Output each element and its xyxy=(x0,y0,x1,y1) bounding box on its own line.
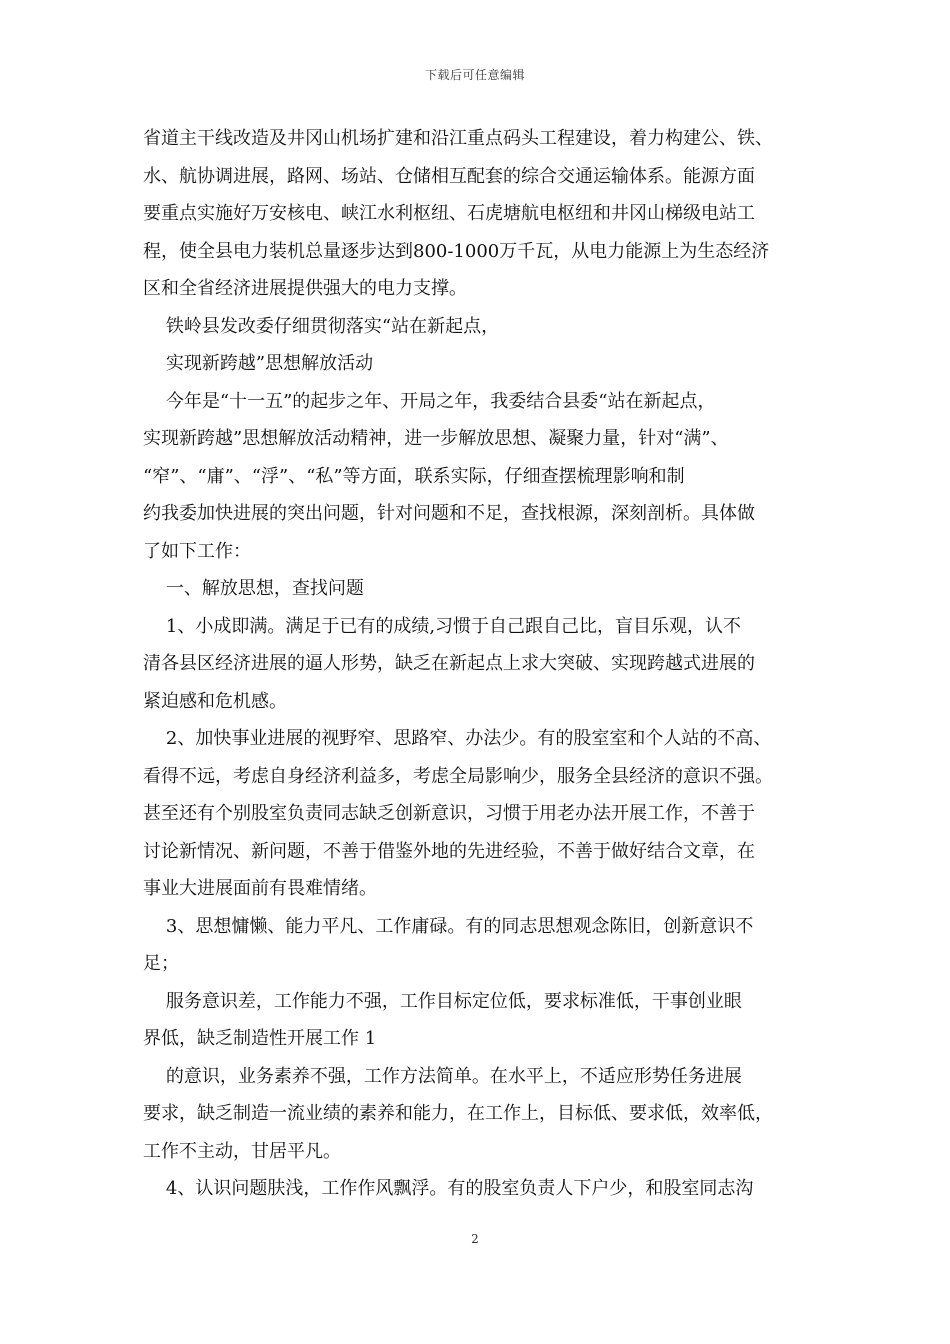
text-line: 紧迫感和危机感。 xyxy=(143,690,287,712)
text-line: 2、加快事业进展的视野窄、思路窄、办法少。有的股室室和个人站的不高、 xyxy=(143,728,772,749)
text-line: 甚至还有个别股室负责同志缺乏创新意识，习惯于用老办法开展工作，不善于 xyxy=(143,803,755,824)
text-line: 足； xyxy=(143,953,179,974)
text-line: 程，使全县电力装机总量逐步达到800-1000万千瓦，从电力能源上为生态经济 xyxy=(143,240,770,262)
page-number: 2 xyxy=(471,1232,479,1246)
text-line: 工作不主动，甘居平凡。 xyxy=(143,1140,341,1162)
text-line: 服务意识差，工作能力不强，工作目标定位低，要求标准低，干事创业眼 xyxy=(143,990,742,1012)
text-line: 界低，缺乏制造性开展工作 1 xyxy=(143,1028,377,1049)
text-line: 今年是“十一五”的起步之年、开局之年，我委结合县委“站在新起点， xyxy=(143,390,716,412)
text-line: 约我委加快进展的突出问题，针对问题和不足，查找根源，深刻剖析。具体做 xyxy=(143,503,755,524)
text-line: 清各县区经济进展的逼人形势，缺乏在新起点上求大突破、实现跨越式进展的 xyxy=(143,653,755,674)
text-line: 区和全省经济进展提供强大的电力支撑。 xyxy=(143,278,467,299)
text-line: 要重点实施好万安核电、峡江水利枢纽、石虎塘航电枢纽和井冈山梯级电站工 xyxy=(143,203,755,224)
text-line: 看得不远，考虑自身经济利益多，考虑全局影响少，服务全县经济的意识不强。 xyxy=(143,765,773,787)
text-line: 的意识，业务素养不强，工作方法简单。在水平上，不适应形势任务进展 xyxy=(143,1065,742,1087)
text-line: 一、解放思想，查找问题 xyxy=(143,578,364,599)
text-line: 实现新跨越”思想解放活动精神，进一步解放思想、凝聚力量，针对“满”、 xyxy=(143,428,729,449)
page-header: 下载后可任意编辑 xyxy=(424,68,525,82)
text-line: 1、小成即满。满足于已有的成绩,习惯于自己跟自己比，盲目乐观，认不 xyxy=(143,615,742,637)
document-body xyxy=(143,120,809,1208)
text-line: 了如下工作： xyxy=(143,540,251,562)
text-line: 要求，缺乏制造一流业绩的素养和能力，在工作上，目标低、要求低，效率低， xyxy=(143,1103,773,1124)
text-line: 讨论新情况、新问题，不善于借鉴外地的先进经验，不善于做好结合文章，在 xyxy=(143,840,755,862)
text-line: 实现新跨越”思想解放活动 xyxy=(143,353,374,374)
text-line: 水、航协调进展，路网、场站、仓储相互配套的综合交通运输体系。能源方面 xyxy=(143,165,755,187)
text-line: 事业大进展面前有畏难情绪。 xyxy=(143,878,377,899)
text-line: 铁岭县发改委仔细贯彻落实“站在新起点， xyxy=(143,315,500,337)
text-line: 4、认识问题肤浅，工作作风飘浮。有的股室负责人下户少，和股室同志沟 xyxy=(143,1178,754,1199)
text-line: 3、思想慵懒、能力平凡、工作庸碌。有的同志思想观念陈旧，创新意识不 xyxy=(143,915,754,937)
text-line: 省道主干线改造及井冈山机场扩建和沿江重点码头工程建设，着力构建公、铁、 xyxy=(143,128,773,149)
text-line: “窄”、“庸”、“浮”、“私”等方面，联系实际，仔细查摆梳理影响和制 xyxy=(143,465,685,487)
